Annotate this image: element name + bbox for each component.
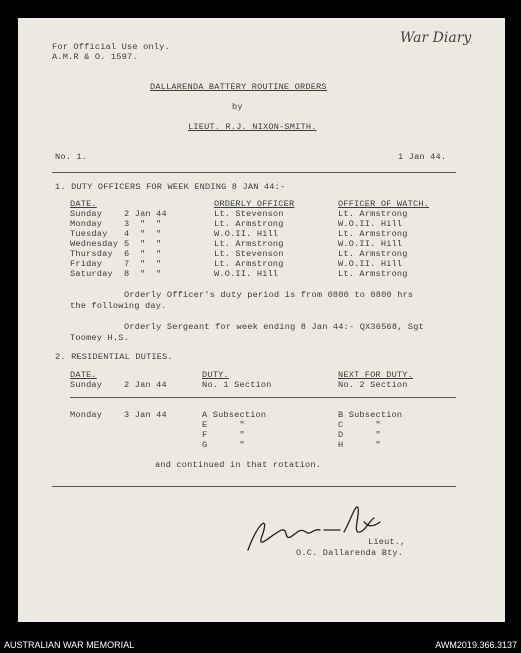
subsection-right: B Subsection bbox=[338, 410, 403, 420]
row-orderly: Lt. Armstrong bbox=[214, 219, 284, 229]
footer-catalog-id: AWM2019.366.3137 bbox=[435, 640, 517, 650]
subsection-right: D " bbox=[338, 430, 381, 440]
row-date: 5 " " bbox=[124, 239, 162, 249]
row-date: 7 " " bbox=[124, 259, 162, 269]
row-watch: W.O.II. Hill bbox=[338, 239, 403, 249]
section-1-heading: 1. DUTY OFFICERS FOR WEEK ENDING 8 JAN 44:- bbox=[55, 182, 286, 192]
document-title: DALLARENDA BATTERY ROUTINE ORDERS bbox=[150, 82, 327, 92]
col-orderly-header: ORDERLY OFFICER bbox=[214, 199, 295, 209]
row-date: 8 " " bbox=[124, 269, 162, 279]
row-day: Thursday bbox=[70, 249, 113, 259]
subsection-left: A Subsection bbox=[202, 410, 267, 420]
official-use-line: For Official Use only. bbox=[52, 42, 170, 52]
row-day: Sunday bbox=[70, 209, 103, 219]
section-2-heading: 2. RESIDENTIAL DUTIES. bbox=[55, 352, 173, 362]
row-orderly: Lt. Stevenson bbox=[214, 249, 284, 259]
subsection-right: C " bbox=[338, 420, 381, 430]
by-line: by bbox=[232, 102, 243, 112]
divider bbox=[52, 172, 456, 173]
row-date: 4 " " bbox=[124, 229, 162, 239]
row-watch: Lt. Armstrong bbox=[338, 269, 408, 279]
note-orderly-sergeant-2: Toomey H.S. bbox=[70, 333, 129, 343]
subsection-left: F " bbox=[202, 430, 245, 440]
row-watch: W.O.II. Hill bbox=[338, 219, 403, 229]
row-day: Saturday bbox=[70, 269, 113, 279]
note-orderly-period-2: the following day. bbox=[70, 301, 167, 311]
row-orderly: W.O.II. Hill bbox=[214, 269, 279, 279]
subsection-left: E " bbox=[202, 420, 245, 430]
row-day: Tuesday bbox=[70, 229, 108, 239]
row-duty: No. 1 Section bbox=[202, 380, 272, 390]
subsection-left: G " bbox=[202, 440, 245, 450]
row-day: Sunday bbox=[70, 380, 103, 390]
row-watch: W.O.II. Hill bbox=[338, 259, 403, 269]
row-watch: Lt. Armstrong bbox=[338, 209, 408, 219]
order-date: 1 Jan 44. bbox=[398, 152, 447, 162]
author-line: LIEUT. R.J. NIXON-SMITH. bbox=[188, 122, 317, 132]
row-date: 6 " " bbox=[124, 249, 162, 259]
note-orderly-period-1: Orderly Officer's duty period is from 0800 to 0800 hrs bbox=[124, 290, 414, 300]
row-day: Wednesday bbox=[70, 239, 119, 249]
row-date: 3 Jan 44 bbox=[124, 410, 167, 420]
col-duty-header: DUTY. bbox=[202, 370, 229, 380]
row-next: No. 2 Section bbox=[338, 380, 408, 390]
row-orderly: Lt. Stevenson bbox=[214, 209, 284, 219]
note-orderly-sergeant-1: Orderly Sergeant for week ending 8 Jan 44:- QX36568, Sgt bbox=[124, 322, 424, 332]
order-number: No. 1. bbox=[55, 152, 88, 162]
rotation-note: and continued in that rotation. bbox=[155, 460, 322, 470]
handwritten-note: War Diary bbox=[400, 30, 472, 46]
col-watch-header: OFFICER OF WATCH. bbox=[338, 199, 430, 209]
row-watch: Lt. Armstrong bbox=[338, 249, 408, 259]
divider bbox=[52, 486, 456, 487]
signatory-rank: Lieut., bbox=[368, 537, 406, 547]
col-next-header: NEXT FOR DUTY. bbox=[338, 370, 413, 380]
divider bbox=[70, 397, 456, 398]
signatory-title: O.C. Dallarenda Bty. bbox=[296, 548, 404, 558]
row-watch: Lt. Armstrong bbox=[338, 229, 408, 239]
col-date-header: DATE. bbox=[70, 199, 97, 209]
footer-institution: AUSTRALIAN WAR MEMORIAL bbox=[4, 640, 135, 650]
row-orderly: W.O.II. Hill bbox=[214, 229, 279, 239]
row-date: 2 Jan 44 bbox=[124, 380, 167, 390]
row-date: 3 " " bbox=[124, 219, 162, 229]
row-orderly: Lt. Armstrong bbox=[214, 239, 284, 249]
row-day: Friday bbox=[70, 259, 103, 269]
subsection-right: H " bbox=[338, 440, 381, 450]
col-date-header: DATE. bbox=[70, 370, 97, 380]
regulation-line: A.M.R & O. 1597. bbox=[52, 52, 138, 62]
row-date: 2 Jan 44 bbox=[124, 209, 167, 219]
row-orderly: Lt. Armstrong bbox=[214, 259, 284, 269]
row-day: Monday bbox=[70, 219, 103, 229]
row-day: Monday bbox=[70, 410, 103, 420]
